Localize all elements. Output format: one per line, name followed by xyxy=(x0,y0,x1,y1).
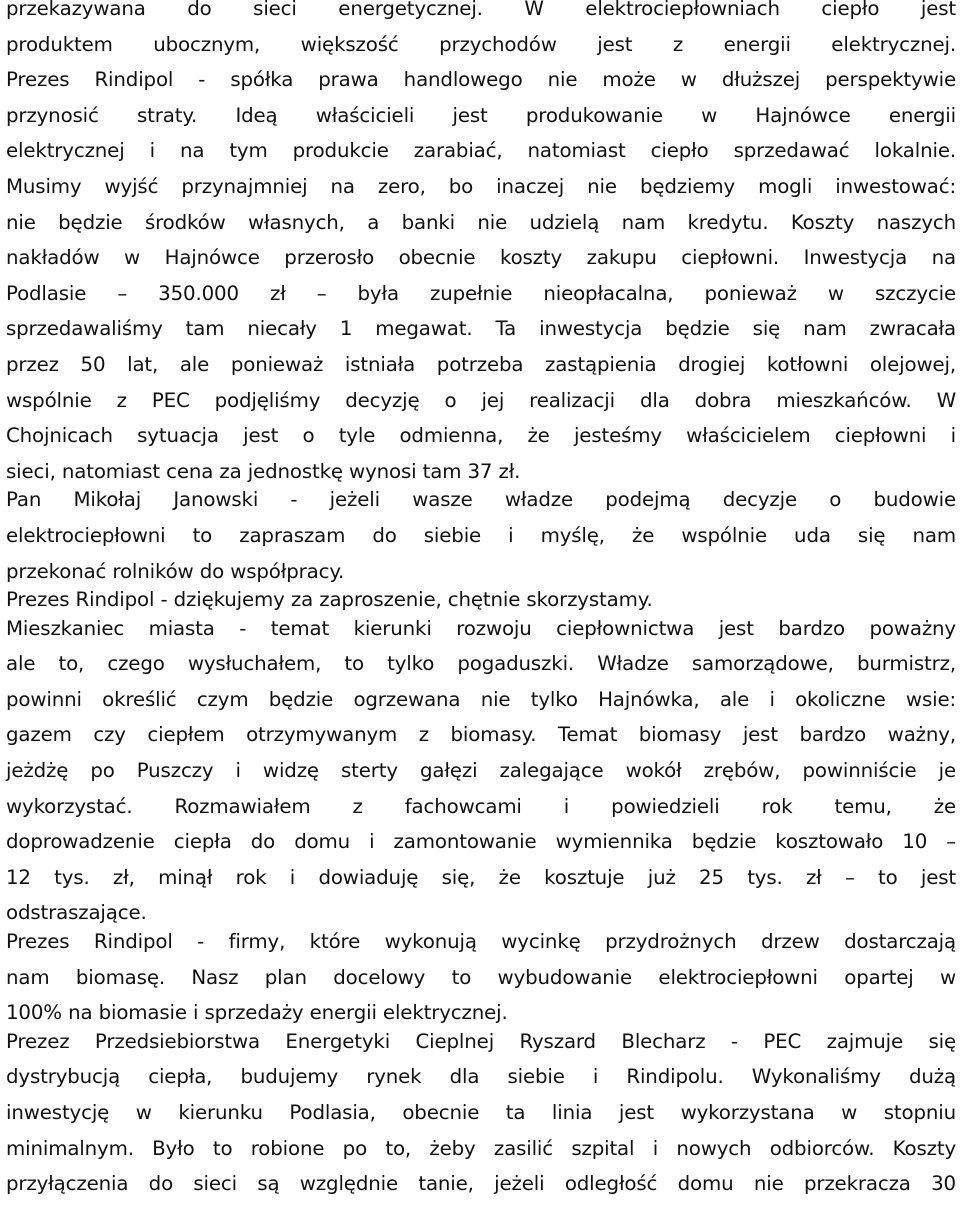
text-paragraph xyxy=(6,924,956,1031)
text-line: ale to, czego wysłuchałem, to tylko pogaduszki. Władze samorządowe, burmistrz, xyxy=(6,652,956,676)
text-line: jeżdżę po Puszczy i widzę sterty gałęzi zalegające wokół zrębów, powinniście je xyxy=(6,759,956,783)
text-line: Musimy wyjść przynajmniej na zero, bo inaczej nie będziemy mogli inwestować: xyxy=(6,174,956,198)
text-line: inwestycję w kierunku Podlasia, obecnie ta linia jest wykorzystana w stopniu xyxy=(6,1101,956,1124)
text-line: Prezes Rindipol - dziękujemy za zaproszenie, chętnie skorzystamy. xyxy=(6,588,653,612)
text-line: elektrycznej i na tym produkcie zarabiać, natomiast ciepło sprzedawać lokalnie. xyxy=(6,139,956,163)
text-line: produktem ubocznym, większość przychodów jest z energii elektrycznej. xyxy=(6,32,956,56)
text-line: Pan Mikołaj Janowski - jeżeli wasze władze podejmą decyzje o budowie xyxy=(6,488,956,512)
text-line: minimalnym. Było to robione po to, żeby zasilić szpital i nowych odbiorców. Koszty xyxy=(6,1136,956,1160)
text-line: przynosić straty. Ideą właścicieli jest produkowanie w Hajnówce energii xyxy=(6,103,956,127)
text-paragraph xyxy=(6,482,956,589)
text-line: przekonać rolników do współpracy. xyxy=(6,559,345,583)
text-line: 100% na biomasie i sprzedaży energii elektrycznej. xyxy=(6,1001,508,1025)
text-line: elektrociepłowni to zapraszam do siebie i myślę, że wspólnie uda się nam xyxy=(6,523,956,547)
text-paragraph xyxy=(6,1024,956,1202)
text-line: gazem czy ciepłem otrzymywanym z biomasy. Temat biomasy jest bardzo ważny, xyxy=(6,723,956,747)
text-line: przekazywana do sieci energetycznej. W elektrociepłowniach ciepło jest xyxy=(6,0,956,20)
text-line: nam biomasę. Nasz plan docelowy to wybudowanie elektrociepłowni opartej w xyxy=(6,965,956,989)
text-line: 12 tys. zł, minął rok i dowiaduję się, że kosztuje już 25 tys. zł – to jest xyxy=(6,865,956,889)
text-line: sieci, natomiast cena za jednostkę wynosi tam 37 zł. xyxy=(6,459,521,483)
text-line: powinni określić czym będzie ogrzewana nie tylko Hajnówka, ale i okoliczne wsie: xyxy=(6,687,956,711)
text-line: wykorzystać. Rozmawiałem z fachowcami i powiedzieli rok temu, że xyxy=(6,794,956,818)
text-paragraph xyxy=(6,0,956,489)
text-line: Mieszkaniec miasta - temat kierunki rozwoju ciepłownictwa jest bardzo poważny xyxy=(6,616,956,640)
text-line: Chojnicach sytuacja jest o tyle odmienna, że jesteśmy właścicielem ciepłowni i xyxy=(6,424,956,448)
text-line: przyłączenia do sieci są względnie tanie, jeżeli odległość domu nie przekracza 30 xyxy=(6,1172,956,1196)
text-paragraph xyxy=(6,611,956,931)
text-line: Prezes Rindipol - spółka prawa handlowego nie może w dłuższej perspektywie xyxy=(6,68,956,92)
text-line: dystrybucją ciepła, budujemy rynek dla siebie i Rindipolu. Wykonaliśmy dużą xyxy=(6,1065,956,1089)
text-line: przez 50 lat, ale ponieważ istniała potrzeba zastąpienia drogiej kotłowni olejowej, xyxy=(6,352,956,376)
text-line: Podlasie – 350.000 zł – była zupełnie nieopłacalna, ponieważ w szczycie xyxy=(6,281,956,305)
text-line: nie będzie środków własnych, a banki nie udzielą nam kredytu. Koszty naszych xyxy=(6,210,956,234)
text-line: Prezez Przedsiebiorstwa Energetyki Cieplnej Ryszard Blecharz - PEC zajmuje się xyxy=(6,1029,956,1053)
text-line: sprzedawaliśmy tam niecały 1 megawat. Ta inwestycja będzie się nam zwracała xyxy=(6,317,956,341)
text-line: doprowadzenie ciepła do domu i zamontowanie wymiennika będzie kosztowało 10 – xyxy=(6,830,956,854)
text-line: nakładów w Hajnówce przerosło obecnie koszty zakupu ciepłowni. Inwestycja na xyxy=(6,246,956,270)
text-line: wspólnie z PEC podjęliśmy decyzję o jej realizacji dla dobra mieszkańców. W xyxy=(6,388,956,412)
text-line: odstraszające. xyxy=(6,901,147,925)
text-line: Prezes Rindipol - firmy, które wykonują wycinkę przydrożnych drzew dostarczają xyxy=(6,930,956,954)
